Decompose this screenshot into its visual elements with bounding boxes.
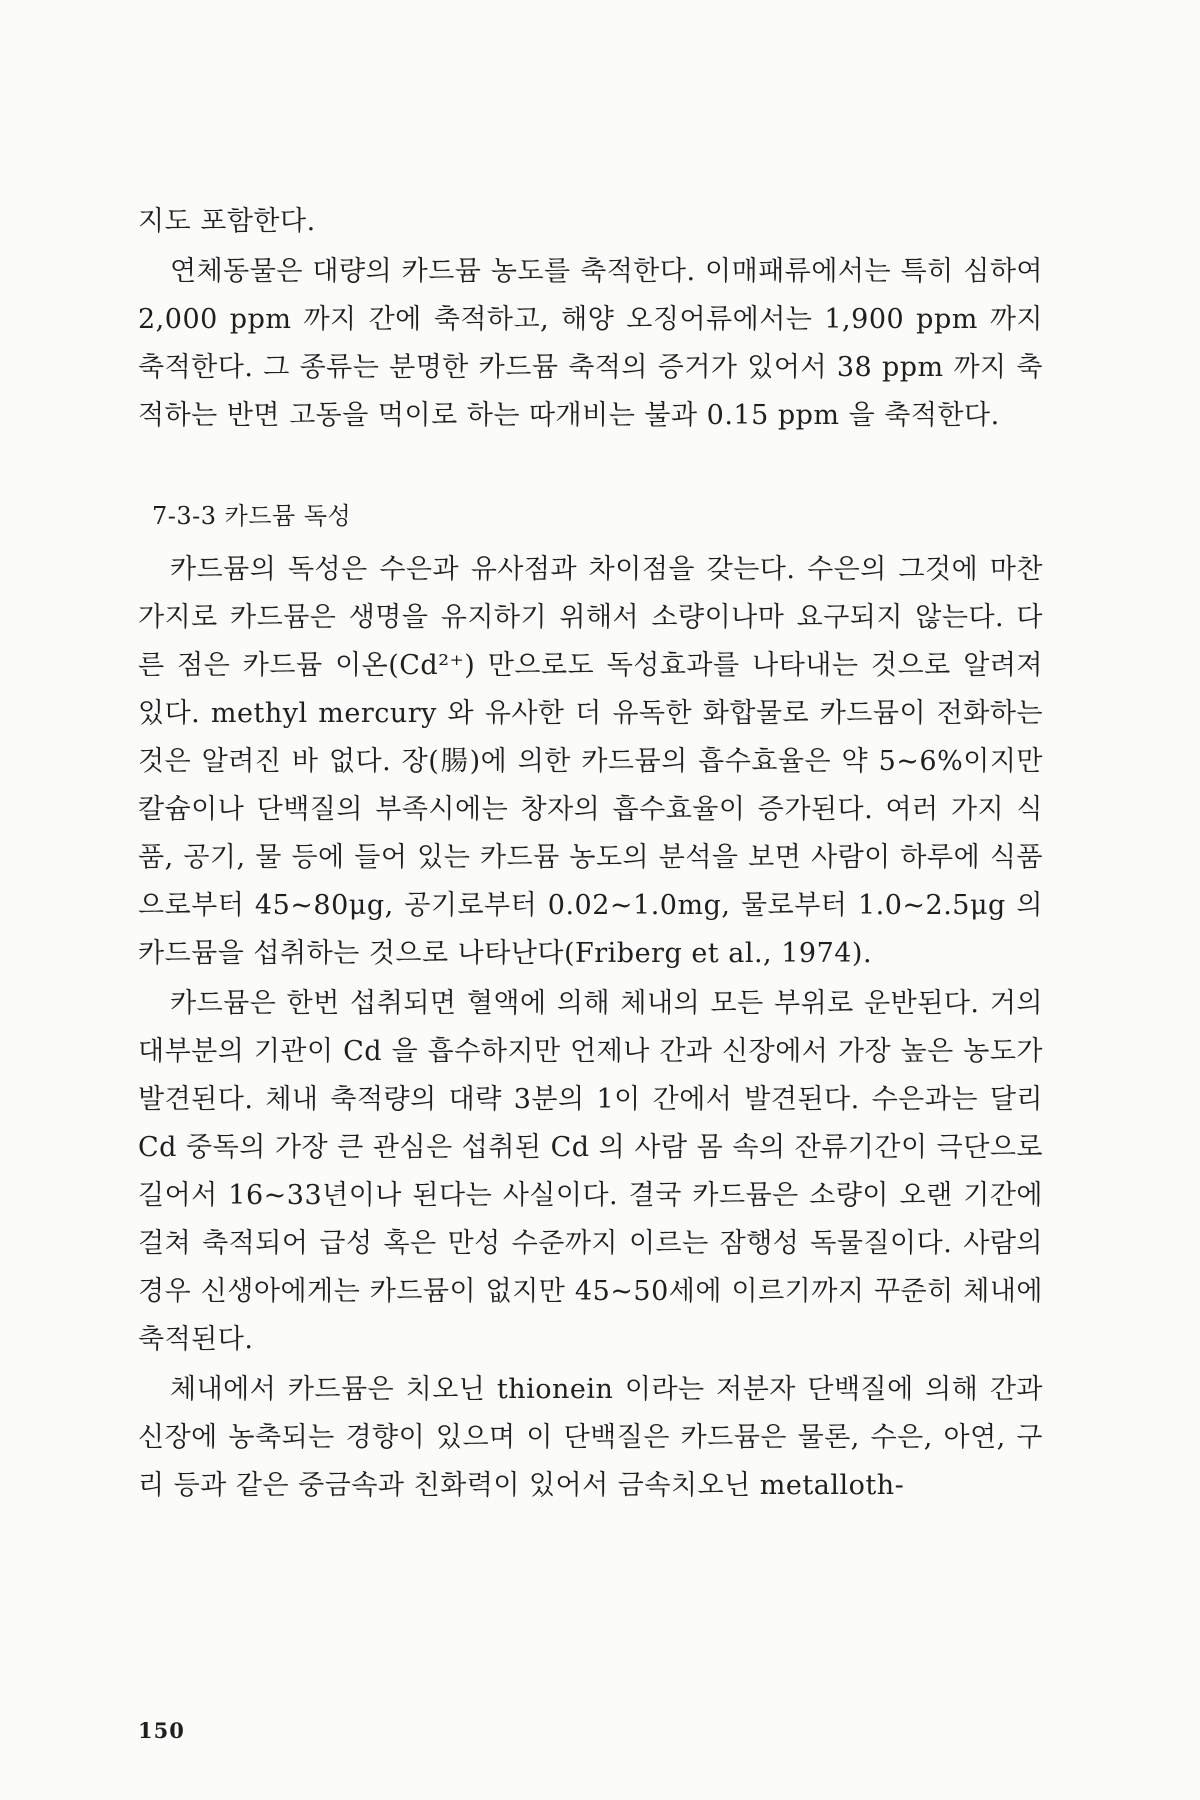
paragraph-cadmium-distribution: 카드뮴은 한번 섭취되면 혈액에 의해 체내의 모든 부위로 운반된다. 거의 대부분의 기관이 Cd 을 흡수하지만 언제나 간과 신장에서 가장 높은 농도가 발견된다. 체내 축적량의 대략 3분의 1이 간에서 발견된다. 수은과는 달리 Cd 중독의 가장 큰 관심은 섭취된 Cd 의 사람 몸 속의 잔류기간이 극단으로 길어서 16~33년이나 된다는 사실이다. 결국 카드뮴은 소량이 오랜 기간에 걸쳐 축적되어 급성 혹은 만성 수준까지 이르는 잠행성 독물질이다. 사람의 경우 신생아에게는 카드뮴이 없지만 45~50세에 이르기까지 꾸준히 체내에 축적된다. [138,988,1043,1355]
body-text [138,198,1043,1512]
paragraph-mollusks: 연체동물은 대량의 카드뮴 농도를 축적한다. 이매패류에서는 특히 심하여 2,000 ppm 까지 간에 축적하고, 해양 오징어류에서는 1,900 ppm 까지 축적한다. 그 종류는 분명한 카드뮴 축적의 증거가 있어서 38 ppm 까지 축적하는 반면 고동을 먹이로 하는 따개비는 불과 0.15 ppm 을 축적한다. [138,256,1043,431]
page-number: 150 [138,1718,185,1743]
paragraph-thionein: 체내에서 카드뮴은 치오닌 thionein 이라는 저분자 단백질에 의해 간과 신장에 농축되는 경향이 있으며 이 단백질은 카드뮴은 물론, 수은, 아연, 구리 등과 같은 중금속과 친화력이 있어서 금속치오닌 metalloth- [138,1374,1043,1501]
section-heading: 7-3-3 카드뮴 독성 [152,502,352,530]
paragraph-cadmium-toxicity: 카드뮴의 독성은 수은과 유사점과 차이점을 갖는다. 수은의 그것에 마찬가지로 카드뮴은 생명을 유지하기 위해서 소량이나마 요구되지 않는다. 다른 점은 카드뮴 이온(Cd²⁺) 만으로도 독성효과를 나타내는 것으로 알려져 있다. methyl mercury 와 유사한 더 유독한 화합물로 카드뮴이 전화하는 것은 알려진 바 없다. 장(腸)에 의한 카드뮴의 흡수효율은 약 5~6%이지만 칼슘이나 단백질의 부족시에는 창자의 흡수효율이 증가된다. 여러 가지 식품, 공기, 물 등에 들어 있는 카드뮴 농도의 분석을 보면 사람이 하루에 식품으로부터 45~80μg, 공기로부터 0.02~1.0mg, 물로부터 1.0~2.5μg 의 카드뮴을 섭취하는 것으로 나타난다(Friberg et al., 1974). [138,554,1043,969]
paragraph-continuation: 지도 포함한다. [138,206,316,237]
